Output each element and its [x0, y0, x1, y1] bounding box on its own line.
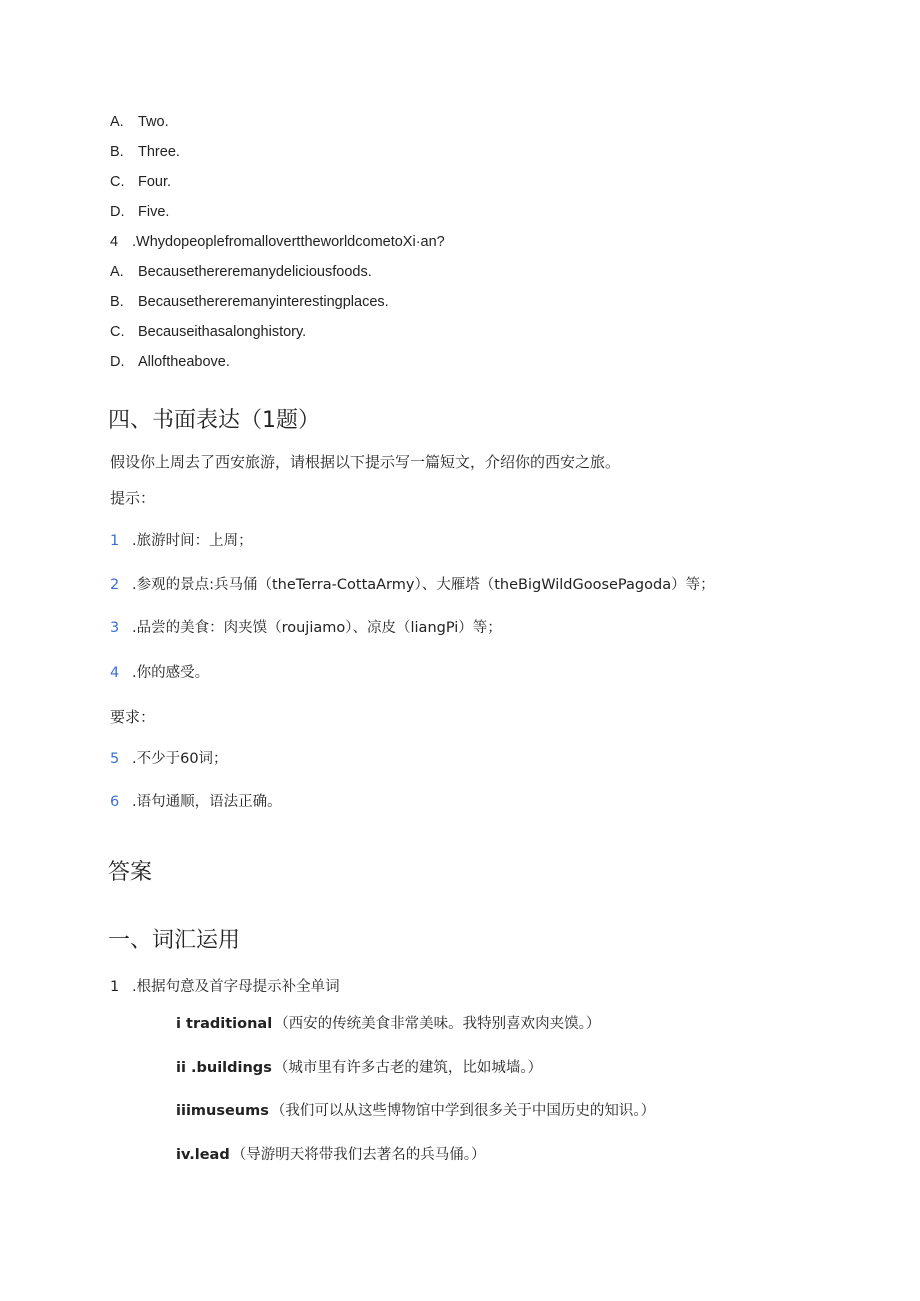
hint-item: 2 .参观的景点:兵马俑（theTerra-CottaArmy）、大雁塔（theBigWildGoosePagoda）等；	[110, 577, 715, 593]
q4-option-b: B. Becausethereremanyinterestingplaces.	[110, 294, 389, 310]
q3-option-a: A. Two.	[110, 114, 169, 130]
q3-option-d: D. Five.	[110, 204, 170, 220]
section4-heading: 四、书面表达（1题）	[108, 408, 320, 433]
section4-prompt: 假设你上周去了西安旅游，请根据以下提示写一篇短文，介绍你的西安之旅。	[110, 453, 621, 471]
answer-item: ii .buildings （城市里有许多古老的建筑，比如城墙。）	[176, 1060, 543, 1076]
answer-item: iv.lead （导游明天将带我们去著名的兵马俑。）	[176, 1147, 486, 1163]
answer-item: i traditional （西安的传统美食非常美味。我特别喜欢肉夹馍。）	[176, 1016, 601, 1032]
hint-item: 4 .你的感受。	[110, 665, 210, 681]
hint-item: 1 .旅游时间：上周；	[110, 533, 253, 549]
q3-option-b: B. Three.	[110, 144, 180, 160]
hint-item: 3 .品尝的美食：肉夹馍（roujiamo）、凉皮（liangPi）等；	[110, 620, 502, 636]
q4-option-a: A. Becausethereremanydeliciousfoods.	[110, 264, 372, 280]
q4-option-d: D. Alloftheabove.	[110, 354, 230, 370]
answers-section1-heading: 一、词汇运用	[108, 928, 241, 953]
q4-option-c: C. Becauseithasalonghistory.	[110, 324, 307, 340]
answer-q1: 1 .根据句意及首字母提示补全单词	[110, 979, 340, 995]
requirement-label: 要求：	[110, 708, 156, 726]
q4-question: 4 .WhydopeoplefromalloverttheworldcometoXi·an?	[110, 234, 445, 250]
requirement-item: 5 .不少于60词；	[110, 751, 228, 767]
q3-option-c: C. Four.	[110, 174, 172, 190]
answers-title: 答案	[108, 860, 153, 885]
hint-label: 提示：	[110, 489, 156, 507]
answer-item: iiimuseums （我们可以从这些博物馆中学到很多关于中国历史的知识。）	[176, 1103, 656, 1119]
requirement-item: 6 .语句通顺，语法正确。	[110, 794, 282, 810]
